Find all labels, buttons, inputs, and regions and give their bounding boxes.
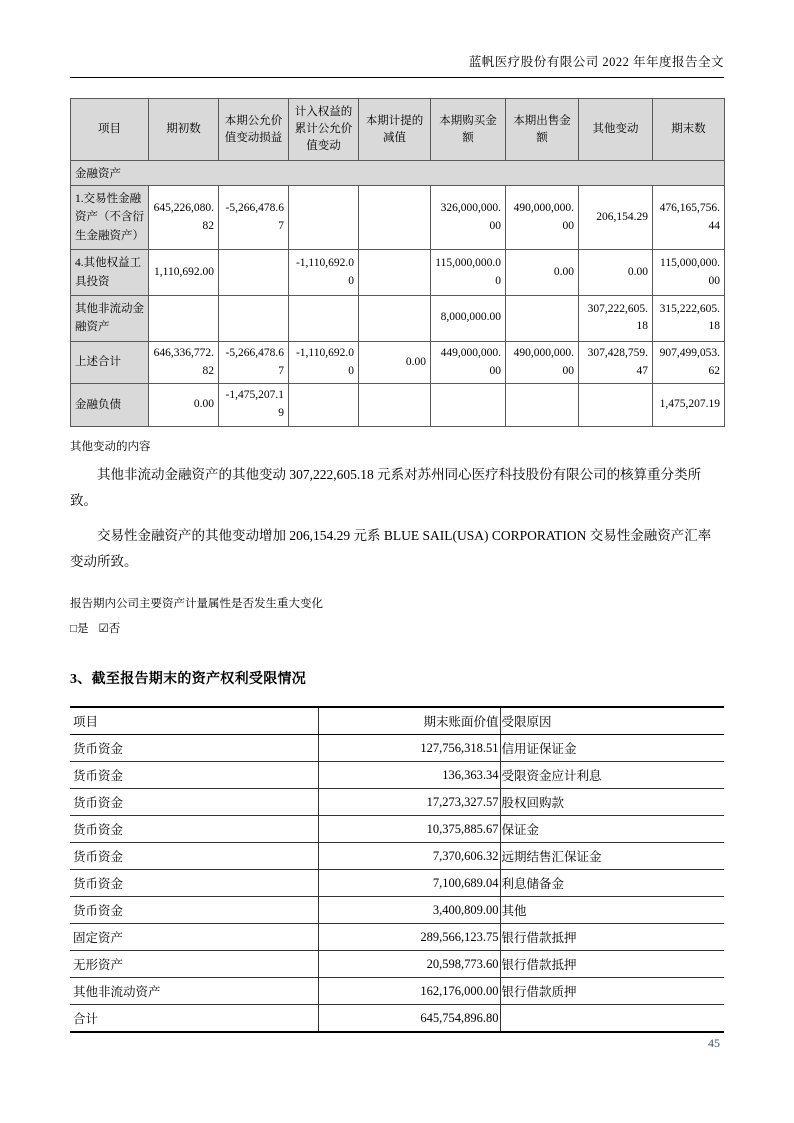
restriction-reason bbox=[500, 1005, 724, 1033]
other-changes-label: 其他变动的内容 bbox=[70, 440, 151, 453]
restriction-reason: 信用证保证金 bbox=[500, 735, 724, 762]
checkbox-no: ☑否 bbox=[98, 623, 121, 636]
fair-value-col-header: 本期购买金额 bbox=[431, 99, 506, 161]
restriction-reason: 保证金 bbox=[500, 816, 724, 843]
restricted-assets-row bbox=[70, 870, 724, 897]
row-value-cell: -1,475,207.19 bbox=[219, 384, 289, 427]
asset-item: 货币资金 bbox=[70, 897, 318, 924]
fair-value-table-row bbox=[71, 250, 725, 296]
restricted-assets-col-header: 受限原因 bbox=[500, 707, 724, 735]
fair-value-movement-table bbox=[70, 98, 725, 427]
row-value-cell bbox=[359, 186, 431, 250]
book-value: 127,756,318.51 bbox=[318, 735, 500, 762]
note-paragraph-2: 交易性金融资产的其他变动增加 206,154.29 元系 BLUE SAIL(USA) CORPORATION 交易性金融资产汇率变动所致。 bbox=[70, 527, 712, 569]
asset-item: 货币资金 bbox=[70, 843, 318, 870]
restricted-assets-header-row bbox=[70, 707, 724, 735]
row-item-label: 上述合计 bbox=[71, 341, 149, 384]
asset-item: 货币资金 bbox=[70, 870, 318, 897]
row-value-cell: 315,222,605.18 bbox=[653, 295, 725, 341]
row-value-cell bbox=[506, 295, 579, 341]
row-value-cell: 115,000,000.00 bbox=[653, 250, 725, 296]
book-value: 3,400,809.00 bbox=[318, 897, 500, 924]
fair-value-col-header: 期末数 bbox=[653, 99, 725, 161]
row-value-cell: 907,499,053.62 bbox=[653, 341, 725, 384]
row-value-cell: 0.00 bbox=[359, 341, 431, 384]
row-value-cell: 476,165,756.44 bbox=[653, 186, 725, 250]
measurement-change-question: 报告期内公司主要资产计量属性是否发生重大变化 bbox=[70, 598, 323, 611]
fair-value-table-header-row bbox=[71, 99, 725, 161]
row-value-cell bbox=[359, 250, 431, 296]
checkbox-yes: □是 bbox=[70, 623, 89, 636]
row-value-cell bbox=[289, 384, 359, 427]
row-value-cell: 307,222,605.18 bbox=[579, 295, 653, 341]
restricted-assets-row bbox=[70, 789, 724, 816]
row-value-cell bbox=[579, 384, 653, 427]
row-value-cell bbox=[149, 295, 219, 341]
row-value-cell bbox=[359, 384, 431, 427]
row-value-cell: 8,000,000.00 bbox=[431, 295, 506, 341]
restricted-assets-col-header: 项目 bbox=[70, 707, 318, 735]
row-value-cell bbox=[219, 295, 289, 341]
restriction-reason: 利息储备金 bbox=[500, 870, 724, 897]
row-value-cell: 490,000,000.00 bbox=[506, 341, 579, 384]
asset-item: 货币资金 bbox=[70, 816, 318, 843]
row-item-label: 1.交易性金融资产（不含衍生金融资产） bbox=[71, 186, 149, 250]
report-header-title: 蓝帆医疗股份有限公司 2022 年年度报告全文 bbox=[70, 52, 724, 78]
row-value-cell: 645,226,080.82 bbox=[149, 186, 219, 250]
note-paragraph-1: 其他非流动金融资产的其他变动 307,222,605.18 元系对苏州同心医疗科技股份有限公司的核算重分类所致。 bbox=[70, 466, 702, 509]
row-value-cell bbox=[359, 295, 431, 341]
book-value: 10,375,885.67 bbox=[318, 816, 500, 843]
restricted-assets-row bbox=[70, 735, 724, 762]
restricted-assets-row bbox=[70, 1005, 724, 1033]
asset-item: 合计 bbox=[70, 1005, 318, 1033]
row-value-cell: 1,475,207.19 bbox=[653, 384, 725, 427]
row-item-label: 4.其他权益工具投资 bbox=[71, 250, 149, 296]
book-value: 162,176,000.00 bbox=[318, 978, 500, 1005]
fair-value-col-header: 其他变动 bbox=[579, 99, 653, 161]
restriction-reason: 银行借款质押 bbox=[500, 978, 724, 1005]
row-value-cell bbox=[431, 384, 506, 427]
row-value-cell: 0.00 bbox=[506, 250, 579, 296]
row-item-label: 其他非流动金融资产 bbox=[71, 295, 149, 341]
row-value-cell: 490,000,000.00 bbox=[506, 186, 579, 250]
asset-item: 其他非流动资产 bbox=[70, 978, 318, 1005]
book-value: 7,100,689.04 bbox=[318, 870, 500, 897]
page-number: 45 bbox=[708, 1036, 720, 1050]
restriction-reason: 受限资金应计利息 bbox=[500, 762, 724, 789]
book-value: 7,370,606.32 bbox=[318, 843, 500, 870]
fair-value-col-header: 期初数 bbox=[149, 99, 219, 161]
restriction-reason: 其他 bbox=[500, 897, 724, 924]
asset-item: 货币资金 bbox=[70, 789, 318, 816]
row-value-cell: 0.00 bbox=[149, 384, 219, 427]
fair-value-table-row bbox=[71, 186, 725, 250]
row-value-cell: 326,000,000.00 bbox=[431, 186, 506, 250]
restriction-reason: 股权回购款 bbox=[500, 789, 724, 816]
row-value-cell: -5,266,478.67 bbox=[219, 341, 289, 384]
restriction-reason: 银行借款抵押 bbox=[500, 924, 724, 951]
row-value-cell: 0.00 bbox=[579, 250, 653, 296]
fair-value-col-header: 本期出售金额 bbox=[506, 99, 579, 161]
asset-item: 固定资产 bbox=[70, 924, 318, 951]
restriction-reason: 银行借款抵押 bbox=[500, 951, 724, 978]
section-3-heading: 3、截至报告期末的资产权利受限情况 bbox=[70, 672, 307, 688]
asset-item: 货币资金 bbox=[70, 762, 318, 789]
asset-item: 无形资产 bbox=[70, 951, 318, 978]
row-value-cell bbox=[219, 250, 289, 296]
book-value: 289,566,123.75 bbox=[318, 924, 500, 951]
restricted-assets-row bbox=[70, 762, 724, 789]
restricted-assets-row bbox=[70, 951, 724, 978]
section-label: 金融资产 bbox=[71, 161, 725, 186]
row-value-cell bbox=[506, 384, 579, 427]
book-value: 645,754,896.80 bbox=[318, 1005, 500, 1033]
row-value-cell: 206,154.29 bbox=[579, 186, 653, 250]
restriction-reason: 远期结售汇保证金 bbox=[500, 843, 724, 870]
table-section-row bbox=[71, 161, 725, 186]
row-value-cell: 646,336,772.82 bbox=[149, 341, 219, 384]
restricted-assets-row bbox=[70, 897, 724, 924]
fair-value-col-header: 本期计提的减值 bbox=[359, 99, 431, 161]
row-value-cell: -5,266,478.67 bbox=[219, 186, 289, 250]
fair-value-table-row bbox=[71, 384, 725, 427]
row-value-cell bbox=[289, 186, 359, 250]
asset-item: 货币资金 bbox=[70, 735, 318, 762]
fair-value-col-header: 项目 bbox=[71, 99, 149, 161]
book-value: 17,273,327.57 bbox=[318, 789, 500, 816]
restricted-assets-table bbox=[70, 706, 724, 1033]
book-value: 136,363.34 bbox=[318, 762, 500, 789]
restricted-assets-row bbox=[70, 924, 724, 951]
restricted-assets-row bbox=[70, 816, 724, 843]
row-value-cell: -1,110,692.00 bbox=[289, 341, 359, 384]
fair-value-col-header: 本期公允价值变动损益 bbox=[219, 99, 289, 161]
book-value: 20,598,773.60 bbox=[318, 951, 500, 978]
fair-value-table-row bbox=[71, 341, 725, 384]
fair-value-col-header: 计入权益的累计公允价值变动 bbox=[289, 99, 359, 161]
row-item-label: 金融负债 bbox=[71, 384, 149, 427]
row-value-cell bbox=[289, 295, 359, 341]
restricted-assets-row bbox=[70, 843, 724, 870]
row-value-cell: -1,110,692.00 bbox=[289, 250, 359, 296]
row-value-cell: 307,428,759.47 bbox=[579, 341, 653, 384]
measurement-change-answer bbox=[70, 620, 724, 636]
row-value-cell: 449,000,000.00 bbox=[431, 341, 506, 384]
row-value-cell: 115,000,000.00 bbox=[431, 250, 506, 296]
fair-value-table-row bbox=[71, 295, 725, 341]
row-value-cell: 1,110,692.00 bbox=[149, 250, 219, 296]
restricted-assets-row bbox=[70, 978, 724, 1005]
restricted-assets-col-header: 期末账面价值 bbox=[318, 707, 500, 735]
